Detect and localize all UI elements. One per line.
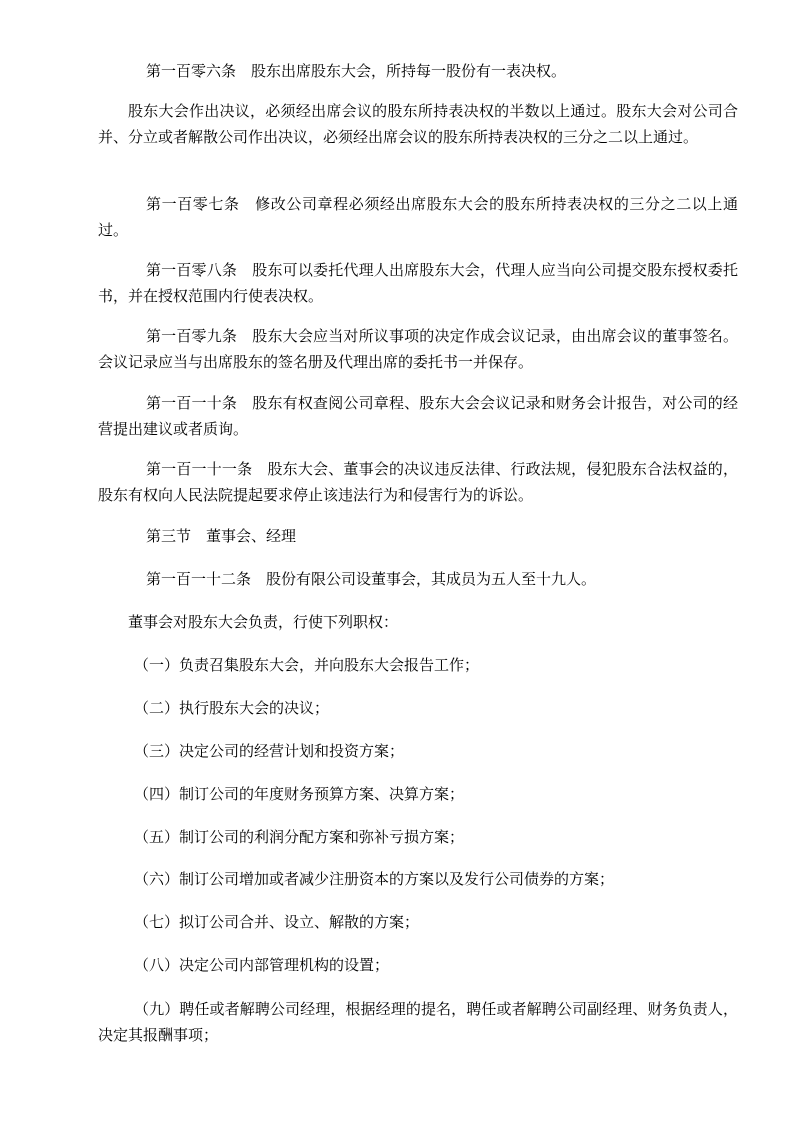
article-112: 第一百一十二条 股份有限公司设董事会，其成员为五人至十九人。 — [146, 570, 597, 588]
list-item: （五）制订公司的利润分配方案和弥补亏损方案； — [134, 828, 465, 846]
list-item: （一）负责召集股东大会，并向股东大会报告工作； — [134, 656, 480, 674]
list-item: （六）制订公司增加或者减少注册资本的方案以及发行公司债券的方案； — [134, 870, 615, 888]
article-112-body: 董事会对股东大会负责，行使下列职权： — [128, 613, 399, 631]
article-107: 第一百零七条 修改公司章程必须经出席股东大会的股东所持表决权的三分之二以上通过。 — [98, 195, 738, 239]
article-111: 第一百一十一条 股东大会、董事会的决议违反法律、行政法规，侵犯股东合法权益的，股东有权向人民法院提起要求停止该违法行为和侵害行为的诉讼。 — [98, 460, 738, 504]
list-item: （二）执行股东大会的决议； — [134, 699, 330, 717]
list-item: （三）决定公司的经营计划和投资方案； — [134, 742, 405, 760]
section-heading: 第三节 董事会、经理 — [146, 527, 297, 545]
list-item: （四）制订公司的年度财务预算方案、决算方案； — [134, 785, 465, 803]
list-item: （九）聘任或者解聘公司经理，根据经理的提名，聘任或者解聘公司副经理、财务负责人，决定其报酬事项； — [98, 1000, 738, 1044]
article-108: 第一百零八条 股东可以委托代理人出席股东大会，代理人应当向公司提交股东授权委托书，并在授权范围内行使表决权。 — [98, 261, 738, 305]
article-109: 第一百零九条 股东大会应当对所议事项的决定作成会议记录，由出席会议的董事签名。会议记录应当与出席股东的签名册及代理出席的委托书一并保存。 — [98, 327, 738, 371]
article-106: 第一百零六条 股东出席股东大会，所持每一股份有一表决权。 — [146, 62, 567, 80]
list-item: （八）决定公司内部管理机构的设置； — [134, 956, 390, 974]
article-110: 第一百一十条 股东有权查阅公司章程、股东大会会议记录和财务会计报告，对公司的经营提出建议或者质询。 — [98, 394, 738, 438]
list-item: （七）拟订公司合并、设立、解散的方案； — [134, 913, 420, 931]
article-106-body: 股东大会作出决议，必须经出席会议的股东所持表决权的半数以上通过。股东大会对公司合并、分立或者解散公司作出决议，必须经出席会议的股东所持表决权的三分之二以上通过。 — [98, 102, 738, 146]
